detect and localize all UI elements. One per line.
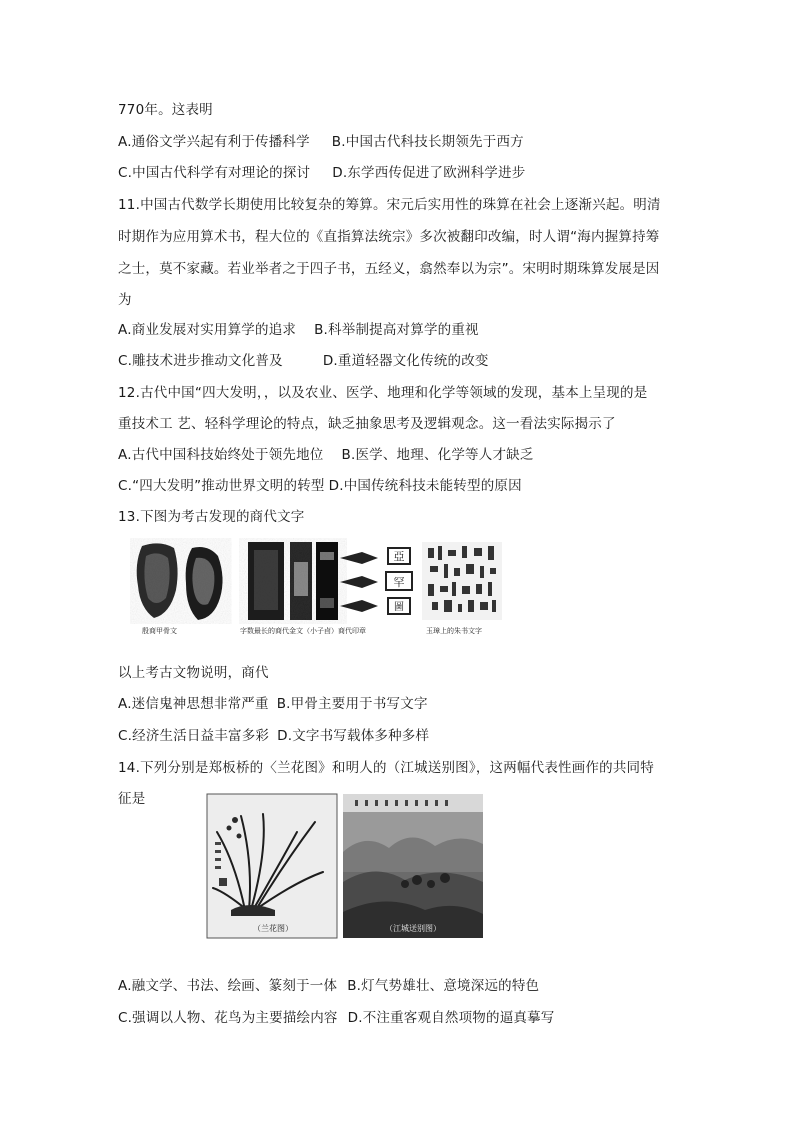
q11-options-row-1 (118, 321, 479, 339)
caption-jiangcheng-painting: （江城送别图） (385, 924, 441, 933)
q13-stem: 13.下图为考古发现的商代文字 (118, 509, 305, 525)
shang-seal-image (340, 548, 412, 614)
q14-options-row-2 (118, 1009, 555, 1027)
q10-option-c[interactable]: C.中国古代科学有对理论的探讨 (118, 165, 311, 181)
q10-option-b[interactable]: B.中国古代科技长期领先于西方 (331, 134, 524, 150)
q12-option-d[interactable]: D.中国传统科技未能转型的原因 (328, 478, 522, 494)
q14-stem-line-2: 征是 (118, 791, 146, 807)
q13-option-c[interactable]: C.经济生活日益丰富多彩 (118, 728, 270, 744)
q11-stem-line-3: 之士，莫不家藏。若业举者之于四子书，五经义，翕然奉以为宗”。宋明时期珠算发展是因 (118, 261, 660, 277)
q12-stem-line-2: 重技术工 艺、轻科学理论的特点，缺乏抽象思考及逻辑观念。这一看法实际揭示了 (118, 416, 616, 432)
caption-seal: 商代印章 (338, 627, 366, 635)
jade-zhangshu-image (422, 542, 502, 620)
q12-stem-line-1: 12.古代中国“四大发明，，以及农业、医学、地理和化学等领域的发现，基本上呈现的是 (118, 385, 648, 401)
orchid-painting-image (207, 794, 337, 938)
q11-stem-line-2: 时期作为应用算术书，程大位的《直指算法统宗》多次被翻印改编，时人谓“海内握算持筹 (118, 229, 660, 245)
q12-option-c[interactable]: C.“四大发明”推动世界文明的转型 (118, 478, 325, 494)
q11-option-c[interactable]: C.雕技术进步推动文化普及 (118, 353, 283, 369)
q13-option-b[interactable]: B.甲骨主要用于书写文字 (276, 696, 428, 712)
q13-option-a[interactable]: A.迷信鬼神思想非常严重 (118, 696, 269, 712)
q11-options-row-2 (118, 352, 489, 370)
caption-orchid-painting: （兰花图） (253, 924, 293, 933)
q10-options-row-1 (118, 133, 524, 151)
q14-option-b[interactable]: B.灯气势雄壮、意境深远的特色 (347, 978, 540, 994)
caption-oracle-bone: 殷商甲骨文 (142, 627, 177, 635)
q11-option-a[interactable]: A.商业发展对实用算学的追求 (118, 322, 297, 338)
q11-option-b[interactable]: B.科举制提高对算学的重视 (314, 322, 479, 338)
q11-stem-line-1: 11.中国古代数学长期使用比较复杂的筹算。宋元后实用性的珠算在社会上逐渐兴起。明清 (118, 197, 661, 213)
q14-option-d[interactable]: D.不注重客观自然项物的逼真摹写 (347, 1010, 555, 1026)
caption-bronze-inscription: 字数最长的商代金文（小子卣） (240, 627, 338, 635)
q13-options-row-1 (118, 695, 428, 713)
svg-text:亞: 亞 (393, 550, 405, 563)
shang-artifacts-photos (130, 538, 510, 624)
q11-stem-line-4: 为 (118, 292, 132, 308)
svg-text:圖: 圖 (394, 602, 404, 613)
oracle-bone-image (137, 543, 223, 620)
paintings-figure (205, 792, 485, 942)
q13-option-d[interactable]: D.文字书写载体多种多样 (277, 728, 430, 744)
q12-options-row-2 (118, 477, 522, 495)
q14-options-row-1 (118, 977, 539, 995)
paintings-images (205, 792, 485, 942)
shang-script-figure (130, 538, 510, 638)
jiangcheng-painting-image (343, 794, 483, 938)
q13-options-row-2 (118, 727, 429, 745)
q12-option-b[interactable]: B.医学、地理、化学等人才缺乏 (341, 447, 534, 463)
q14-stem-line-1: 14.下列分别是郑板桥的〈兰花图》和明人的（江城送别图》，这两幅代表性画作的共同特 (118, 760, 654, 776)
q10-options-row-2 (118, 164, 525, 182)
q14-option-a[interactable]: A.融文学、书法、绘画、篆刻于一体 (118, 978, 338, 994)
q10-stem-tail: 770年。这表明 (118, 102, 213, 118)
q10-option-a[interactable]: A.通俗文学兴起有利于传播科学 (118, 134, 310, 150)
caption-jade-writing: 玉璋上的朱书文字 (426, 627, 482, 635)
q12-option-a[interactable]: A.古代中国科技始终处于领先地位 (118, 447, 324, 463)
bronze-inscription-image (248, 542, 338, 620)
q12-options-row-1 (118, 446, 534, 464)
q10-option-d[interactable]: D.东学西传促进了欧洲科学进步 (332, 165, 526, 181)
q13-after-stem: 以上考古文物说明，商代 (118, 665, 269, 681)
svg-text:罕: 罕 (393, 576, 405, 589)
q11-option-d[interactable]: D.重道轻器文化传统的改变 (322, 353, 489, 369)
q14-option-c[interactable]: C.强调以人物、花鸟为主要描绘内容 (118, 1010, 338, 1026)
